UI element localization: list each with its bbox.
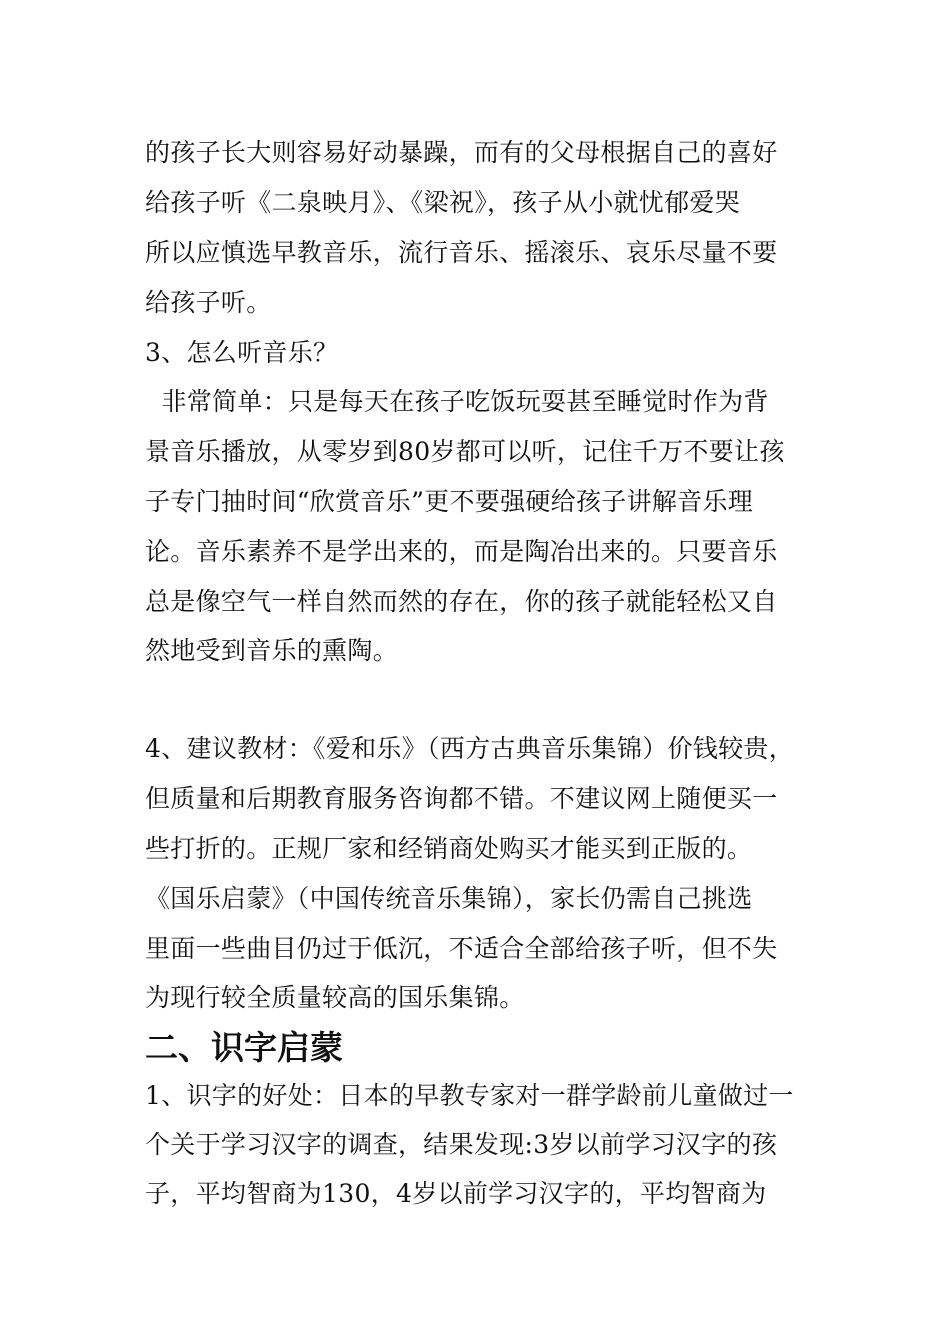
paragraph-line: 子专门抽时间“欣赏音乐”更不要强硬给孩子讲解音乐理 [145, 487, 754, 516]
paragraph-line: 子，平均智商为130，4岁以前学习汉字的，平均智商为 [145, 1179, 767, 1208]
paragraph-line: 景音乐播放，从零岁到80岁都可以听，记住千万不要让孩 [145, 437, 785, 466]
paragraph-line: 所以应慎选早教音乐，流行音乐、摇滚乐、哀乐尽量不要 [145, 238, 778, 267]
paragraph-line: 然地受到音乐的熏陶。 [145, 636, 399, 665]
paragraph-line: 给孩子听。 [145, 288, 272, 317]
paragraph-line: 个关于学习汉字的调查，结果发现:3岁以前学习汉字的孩 [145, 1130, 778, 1159]
section-4-line: 些打折的。正规厂家和经销商处购买才能买到正版的。 [145, 834, 753, 863]
section-4-line: 但质量和后期教育服务咨询都不错。不建议网上随便买一 [145, 784, 778, 813]
paragraph-line: 总是像空气一样自然而然的存在，你的孩子就能轻松又自 [145, 587, 778, 616]
paragraph-line: 1、识字的好处：日本的早教专家对一群学龄前儿童做过一 [145, 1081, 794, 1110]
section-3-title: 3、怎么听音乐？ [145, 338, 339, 367]
section-4-line: 里面一些曲目仍过于低沉，不适合全部给孩子听，但不失 [145, 934, 778, 963]
section-4-line: 《国乐启蒙》（中国传统音乐集锦），家长仍需自己挑选 [145, 884, 753, 913]
section-4-line: 4、建议教材：《爱和乐》（西方古典音乐集锦）价钱较贵， [145, 734, 795, 763]
paragraph-line: 给孩子听《二泉映月》、《梁祝》，孩子从小就忧郁爱哭 [145, 188, 741, 217]
paragraph-line: 的孩子长大则容易好动暴躁，而有的父母根据自己的喜好 [145, 138, 778, 167]
paragraph-line: 论。音乐素养不是学出来的，而是陶冶出来的。只要音乐 [145, 537, 778, 566]
paragraph-line: 非常简单：只是每天在孩子吃饭玩耍甚至睡觉时作为背 [145, 387, 769, 416]
chapter-heading: 二、识字启蒙 [145, 1028, 343, 1067]
section-4-line: 为现行较全质量较高的国乐集锦。 [145, 983, 525, 1012]
